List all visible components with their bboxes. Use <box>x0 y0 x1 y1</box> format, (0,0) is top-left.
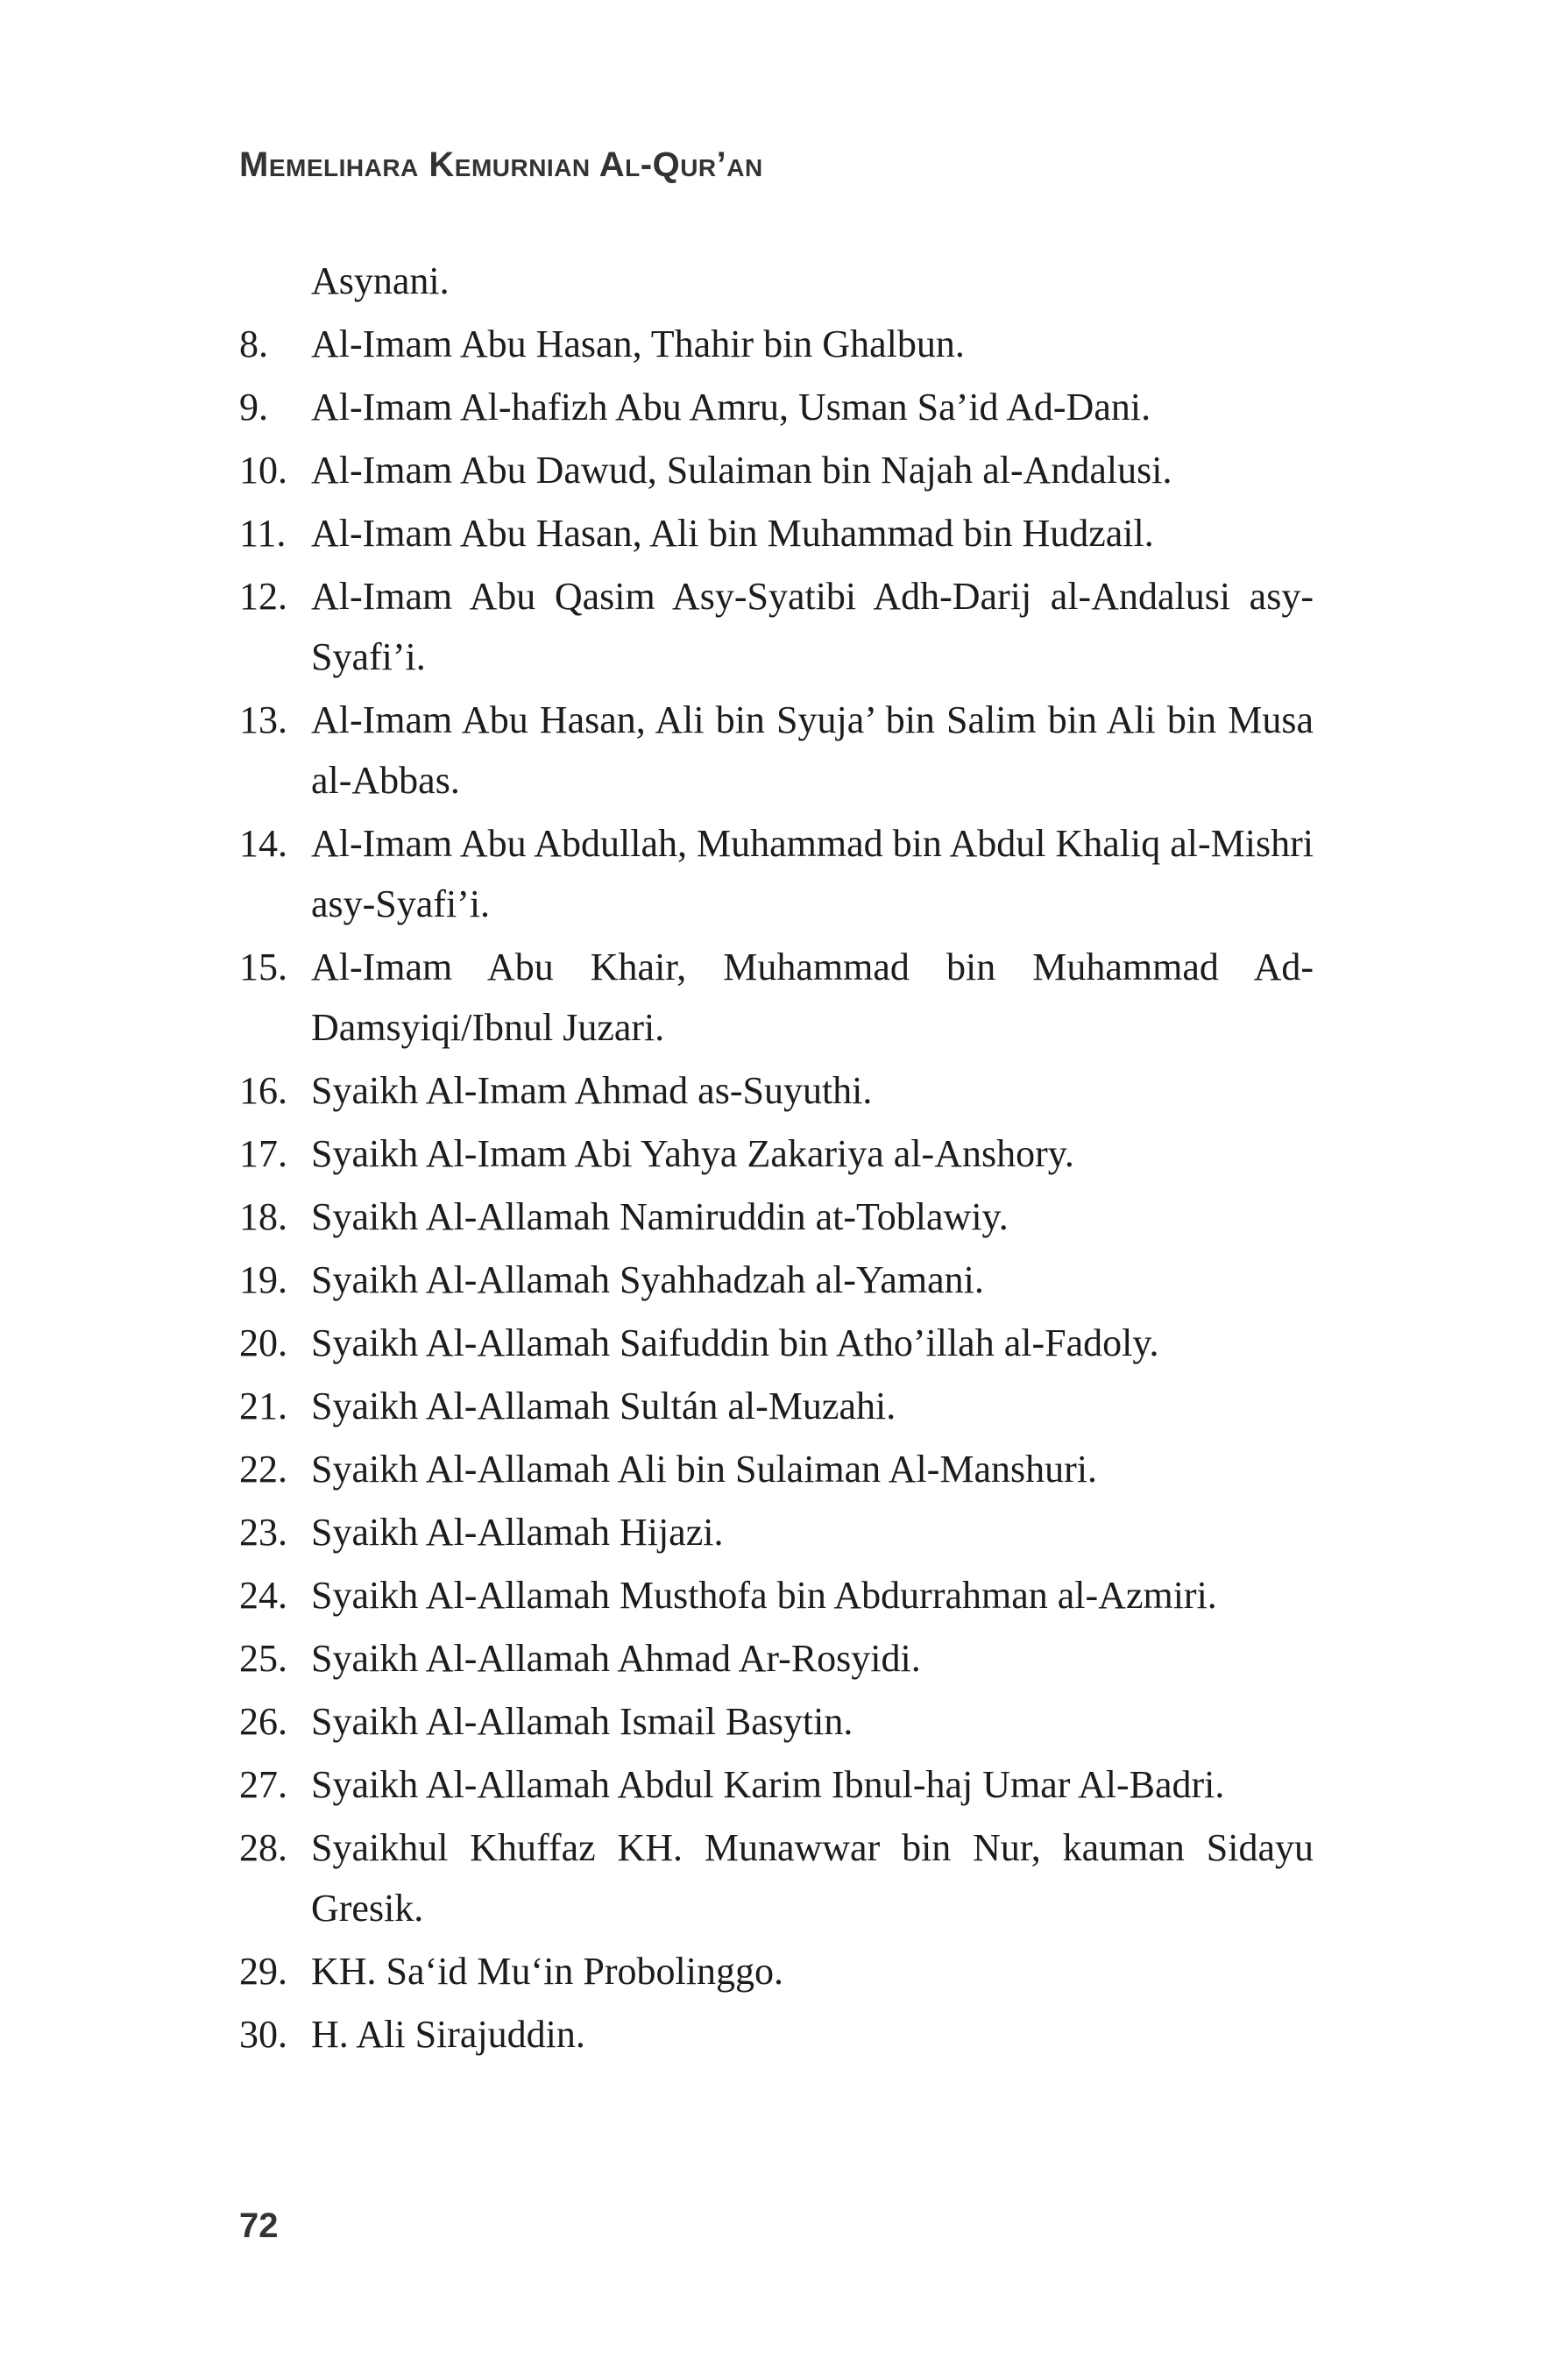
list-item <box>239 1565 1314 1626</box>
list-item-text: H. Ali Sirajuddin. <box>311 2013 585 2056</box>
list-item-text: Syaikh Al-Allamah Saifuddin bin Atho’illah al-Fadoly. <box>311 1321 1159 1364</box>
list-item-number: 27. <box>239 1763 287 1806</box>
list-item-text: Al-Imam Abu Hasan, Ali bin Syuja’ bin Salim bin Ali bin Musa al-Abbas. <box>311 698 1314 802</box>
list-item-text: Syaikh Al-Allamah Sultán al-Muzahi. <box>311 1385 896 1427</box>
list-item-number: 18. <box>239 1195 287 1238</box>
list-item-number: 16. <box>239 1069 287 1112</box>
list-item <box>239 1502 1314 1562</box>
list-item-number: 30. <box>239 2013 287 2056</box>
list-item <box>239 1691 1314 1752</box>
list-item-number: 20. <box>239 1321 287 1364</box>
list-item-number: 13. <box>239 698 287 741</box>
list-item <box>239 1817 1314 1938</box>
list-item <box>239 1376 1314 1436</box>
list-item-text: Al-Imam Al-hafizh Abu Amru, Usman Sa’id Ad-Dani. <box>311 386 1151 429</box>
list-item-text: KH. Sa‘id Mu‘in Probolinggo. <box>311 1950 783 1993</box>
list-item-text: Syaikh Al-Allamah Hijazi. <box>311 1511 724 1554</box>
list-item <box>239 1250 1314 1310</box>
list-item <box>239 1941 1314 2001</box>
list-item <box>239 1060 1314 1121</box>
list-item-number: 25. <box>239 1637 287 1680</box>
list-item-text: Syaikh Al-Imam Abi Yahya Zakariya al-Anshory. <box>311 1132 1074 1175</box>
list-item <box>239 1186 1314 1247</box>
list-item <box>239 2004 1314 2065</box>
list-item <box>239 1628 1314 1689</box>
list-item-text: Al-Imam Abu Khair, Muhammad bin Muhammad Ad-Damsyiqi/Ibnul Juzari. <box>311 946 1314 1049</box>
list-item-number: 23. <box>239 1511 287 1554</box>
running-header: Memelihara Kemurnian Al-Qur’an <box>239 145 763 184</box>
list-item <box>239 440 1314 500</box>
list-item-text: Syaikh Al-Imam Ahmad as-Suyuthi. <box>311 1069 873 1112</box>
list-item <box>239 377 1314 437</box>
list-item-text: Al-Imam Abu Hasan, Ali bin Muhammad bin Hudzail. <box>311 512 1154 555</box>
list-item <box>239 937 1314 1058</box>
list-item-text: Syaikh Al-Allamah Abdul Karim Ibnul-haj Umar Al-Badri. <box>311 1763 1225 1806</box>
list-item-text: Al-Imam Abu Dawud, Sulaiman bin Najah al-Andalusi. <box>311 449 1172 492</box>
list-item-number: 29. <box>239 1950 287 1993</box>
list-item-number: 12. <box>239 575 287 618</box>
list-item-number: 10. <box>239 449 287 492</box>
list-item <box>239 314 1314 374</box>
list-item-number: 14. <box>239 822 287 865</box>
list-item-number: 21. <box>239 1385 287 1427</box>
list-item-text: Syaikh Al-Allamah Syahhadzah al-Yamani. <box>311 1258 984 1301</box>
list-item-number: 28. <box>239 1826 287 1869</box>
list-item-number: 15. <box>239 946 287 988</box>
list-item <box>239 503 1314 563</box>
list-item-number: 19. <box>239 1258 287 1301</box>
list-item <box>239 813 1314 934</box>
list-item <box>239 1754 1314 1815</box>
list-item-text: Al-Imam Abu Qasim Asy-Syatibi Adh-Darij al-Andalusi asy-Syafi’i. <box>311 575 1314 678</box>
list-item-text: Syaikhul Khuffaz KH. Munawwar bin Nur, kauman Sidayu Gresik. <box>311 1826 1314 1930</box>
list-item-number: 8. <box>239 322 268 365</box>
list-item-text: Syaikh Al-Allamah Ali bin Sulaiman Al-Manshuri. <box>311 1448 1098 1491</box>
teacher-list <box>239 251 1314 2067</box>
list-item <box>239 1123 1314 1184</box>
list-item-number: 9. <box>239 386 268 429</box>
list-item <box>239 690 1314 811</box>
list-item <box>239 566 1314 687</box>
list-item-text: Syaikh Al-Allamah Ismail Basytin. <box>311 1700 853 1743</box>
list-item-number: 11. <box>239 512 287 555</box>
list-item-number: 26. <box>239 1700 287 1743</box>
list-item-number: 24. <box>239 1574 287 1617</box>
list-item <box>239 1313 1314 1373</box>
page-number: 72 <box>239 2206 279 2245</box>
list-item-number: 17. <box>239 1132 287 1175</box>
list-item-text: Al-Imam Abu Abdullah, Muhammad bin Abdul Khaliq al-Mishri asy-Syafi’i. <box>311 822 1314 925</box>
list-item <box>239 1439 1314 1499</box>
list-item-text: Syaikh Al-Allamah Musthofa bin Abdurrahman al-Azmiri. <box>311 1574 1217 1617</box>
list-item-text: Syaikh Al-Allamah Ahmad Ar-Rosyidi. <box>311 1637 921 1680</box>
list-item-number: 22. <box>239 1448 287 1491</box>
list-item-text: Asynani. <box>311 259 450 302</box>
list-item-continuation <box>239 251 1314 311</box>
list-item-text: Syaikh Al-Allamah Namiruddin at-Toblawiy. <box>311 1195 1009 1238</box>
list-item-text: Al-Imam Abu Hasan, Thahir bin Ghalbun. <box>311 322 965 365</box>
